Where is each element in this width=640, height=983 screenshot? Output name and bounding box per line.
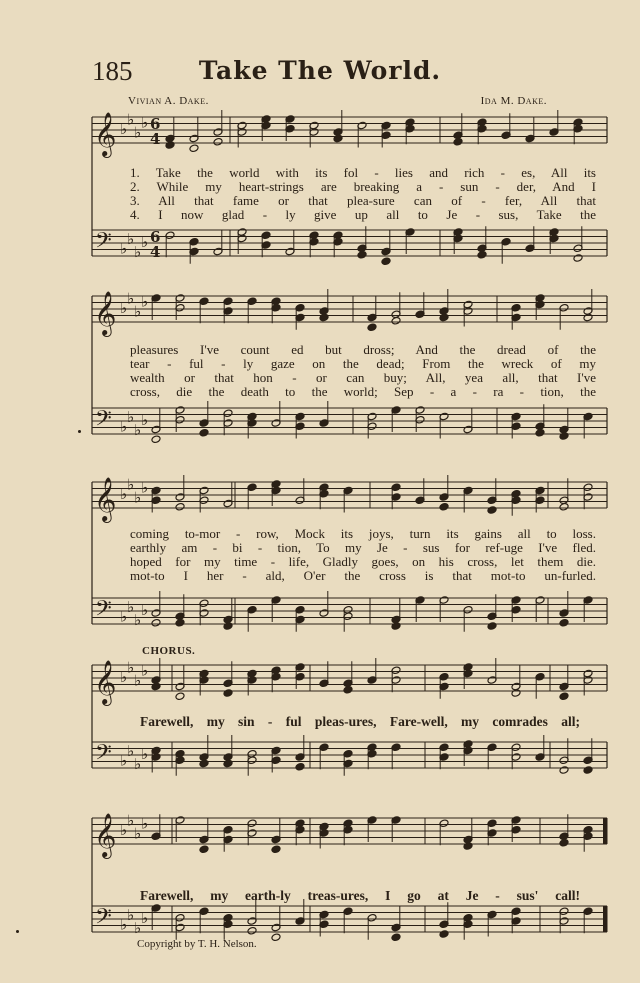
flat-sign-icon: ♭ (127, 110, 135, 129)
flat-sign-icon: ♭ (134, 302, 142, 321)
note-head (559, 838, 569, 847)
note-head (175, 618, 185, 627)
flat-sign-icon: ♭ (120, 239, 128, 258)
hymn-number: 185 (92, 56, 133, 86)
chorus-lyric-line: Farewell, my sin - ful pleas-ures, Fare-well, my comrades all; (140, 714, 580, 729)
note-head (391, 316, 401, 325)
final-barline (603, 906, 607, 932)
note-head (271, 845, 281, 854)
note-head (391, 622, 401, 631)
copyright-notice: Copyright by T. H. Nelson. (137, 938, 257, 950)
flat-sign-icon: ♭ (120, 485, 128, 503)
flat-sign-icon: ♭ (141, 661, 149, 680)
note-head (559, 766, 569, 775)
flat-sign-icon: ♭ (120, 417, 128, 436)
bass-clef-icon: 𝄢 (95, 740, 112, 771)
note-head (559, 618, 569, 627)
flat-sign-icon: ♭ (120, 299, 128, 317)
lyricist-credit: Vivian A. Dake. (128, 95, 209, 107)
note-head (199, 759, 209, 768)
lyric-line: pleasures I've count ed but dross; And the dread of the (130, 342, 596, 357)
treble-clef-icon: 𝄞 (94, 112, 117, 156)
flat-sign-icon: ♭ (141, 601, 149, 619)
lyric-line: 4. I now glad - ly give up all to Je - sus, Take the (130, 207, 596, 222)
treble-clef-icon: 𝄞 (94, 660, 117, 704)
note-head (223, 622, 233, 631)
bass-clef-icon: 𝄢 (95, 406, 112, 437)
time-signature-bottom: 4 (150, 243, 161, 261)
flat-sign-icon: ♭ (127, 597, 135, 616)
note-head (559, 692, 569, 701)
bass-clef-icon: 𝄢 (95, 904, 112, 935)
margin-mark (78, 430, 81, 433)
flat-sign-icon: ♭ (127, 811, 135, 830)
flat-sign-icon: ♭ (141, 478, 149, 497)
note-head (559, 502, 569, 511)
lyric-line: earthly am - bi - tion, To my Je - sus for ref-uge I've fled. (130, 540, 596, 555)
flat-sign-icon: ♭ (141, 411, 149, 429)
note-head (199, 428, 209, 437)
note-head (439, 313, 449, 322)
flat-sign-icon: ♭ (141, 909, 149, 927)
flat-sign-icon: ♭ (141, 113, 149, 132)
lyric-line: tear - ful - ly gaze on the dead; From the wreck of my (130, 356, 596, 371)
flat-sign-icon: ♭ (127, 905, 135, 924)
note-head (151, 682, 161, 691)
flat-sign-icon: ♭ (134, 671, 142, 690)
note-head (319, 313, 329, 322)
treble-clef-icon: 𝄞 (94, 813, 117, 857)
flat-sign-icon: ♭ (120, 751, 128, 770)
hymn-title: Take The World. (198, 56, 442, 85)
flat-sign-icon: ♭ (127, 229, 135, 248)
note-head (573, 254, 583, 263)
lyric-line: cross, die the death to the world; Sep - a - ra - tion, the (130, 384, 596, 399)
note-head (213, 137, 223, 146)
note-head (333, 134, 343, 143)
treble-clef-icon: 𝄞 (94, 291, 117, 335)
treble-clef-icon: 𝄞 (94, 477, 117, 521)
flat-sign-icon: ♭ (120, 915, 128, 934)
composer-credit: Ida M. Dake. (480, 95, 547, 107)
flat-sign-icon: ♭ (120, 120, 128, 138)
lyric-line: coming to-mor - row, Mock its joys, turn its gains all to loss. (130, 526, 596, 541)
note-head (511, 689, 521, 698)
final-barline (603, 818, 607, 844)
lyric-line: mot-to I her - ald, O'er the cross is that mot-to un-furled. (130, 568, 596, 583)
lyric-line: 2. While my heart-strings are breaking a - sun - der, And I (130, 179, 596, 194)
flat-sign-icon: ♭ (134, 242, 142, 261)
flat-sign-icon: ♭ (127, 289, 135, 308)
note-head (199, 845, 209, 854)
flat-sign-icon: ♭ (141, 292, 149, 311)
note-head (439, 502, 449, 511)
time-signature-top: 6 (150, 115, 161, 133)
flat-sign-icon: ♭ (134, 754, 142, 773)
time-signature-bottom: 4 (150, 130, 161, 148)
lyric-line: wealth or that hon - or can buy; All, yea all, that I've (130, 370, 596, 385)
flat-sign-icon: ♭ (120, 668, 128, 686)
note-head (223, 759, 233, 768)
note-head (367, 323, 377, 332)
note-head (381, 257, 391, 266)
flat-sign-icon: ♭ (134, 420, 142, 439)
flat-sign-icon: ♭ (120, 607, 128, 626)
note-head (165, 141, 175, 150)
note-head (295, 762, 305, 771)
note-head (189, 144, 199, 153)
flat-sign-icon: ♭ (134, 123, 142, 142)
note-head (559, 432, 569, 441)
flat-sign-icon: ♭ (134, 488, 142, 507)
note-head (247, 926, 257, 935)
flat-sign-icon: ♭ (141, 745, 149, 763)
note-head (175, 692, 185, 701)
note-head (583, 313, 593, 322)
note-head (453, 137, 463, 146)
note-head (535, 428, 545, 437)
note-head (223, 689, 233, 698)
time-signature-top: 6 (150, 228, 161, 246)
flat-sign-icon: ♭ (134, 610, 142, 629)
flat-sign-icon: ♭ (127, 741, 135, 760)
note-head (271, 933, 281, 942)
note-head (463, 842, 473, 851)
flat-sign-icon: ♭ (141, 233, 149, 251)
chorus-label: CHORUS. (142, 645, 196, 657)
flat-sign-icon: ♭ (127, 658, 135, 677)
note-head (583, 766, 593, 775)
note-head (391, 933, 401, 942)
note-head (487, 506, 497, 515)
note-head (477, 250, 487, 259)
note-head (343, 685, 353, 694)
flat-sign-icon: ♭ (134, 824, 142, 843)
chorus-lyric-line: Farewell, my earth-ly treas-ures, I go at Je - sus' call! (140, 888, 580, 903)
margin-mark (16, 930, 19, 933)
note-head (151, 618, 161, 627)
flat-sign-icon: ♭ (127, 407, 135, 426)
lyric-line: 1. Take the world with its fol - lies and rich - es, All its (130, 165, 596, 180)
bass-clef-icon: 𝄢 (95, 228, 112, 259)
flat-sign-icon: ♭ (120, 821, 128, 839)
note-head (439, 930, 449, 939)
lyric-line: hoped for my time - life, Gladly goes, on his cross, let them die. (130, 554, 596, 569)
flat-sign-icon: ♭ (134, 918, 142, 937)
lyric-line: 3. All that fame or that plea-sure can of - fer, All that (130, 193, 596, 208)
note-head (175, 502, 185, 511)
note-head (487, 622, 497, 631)
note-head (151, 435, 161, 444)
flat-sign-icon: ♭ (141, 814, 149, 833)
bass-clef-icon: 𝄢 (95, 596, 112, 627)
flat-sign-icon: ♭ (127, 475, 135, 494)
note-head (357, 250, 367, 259)
